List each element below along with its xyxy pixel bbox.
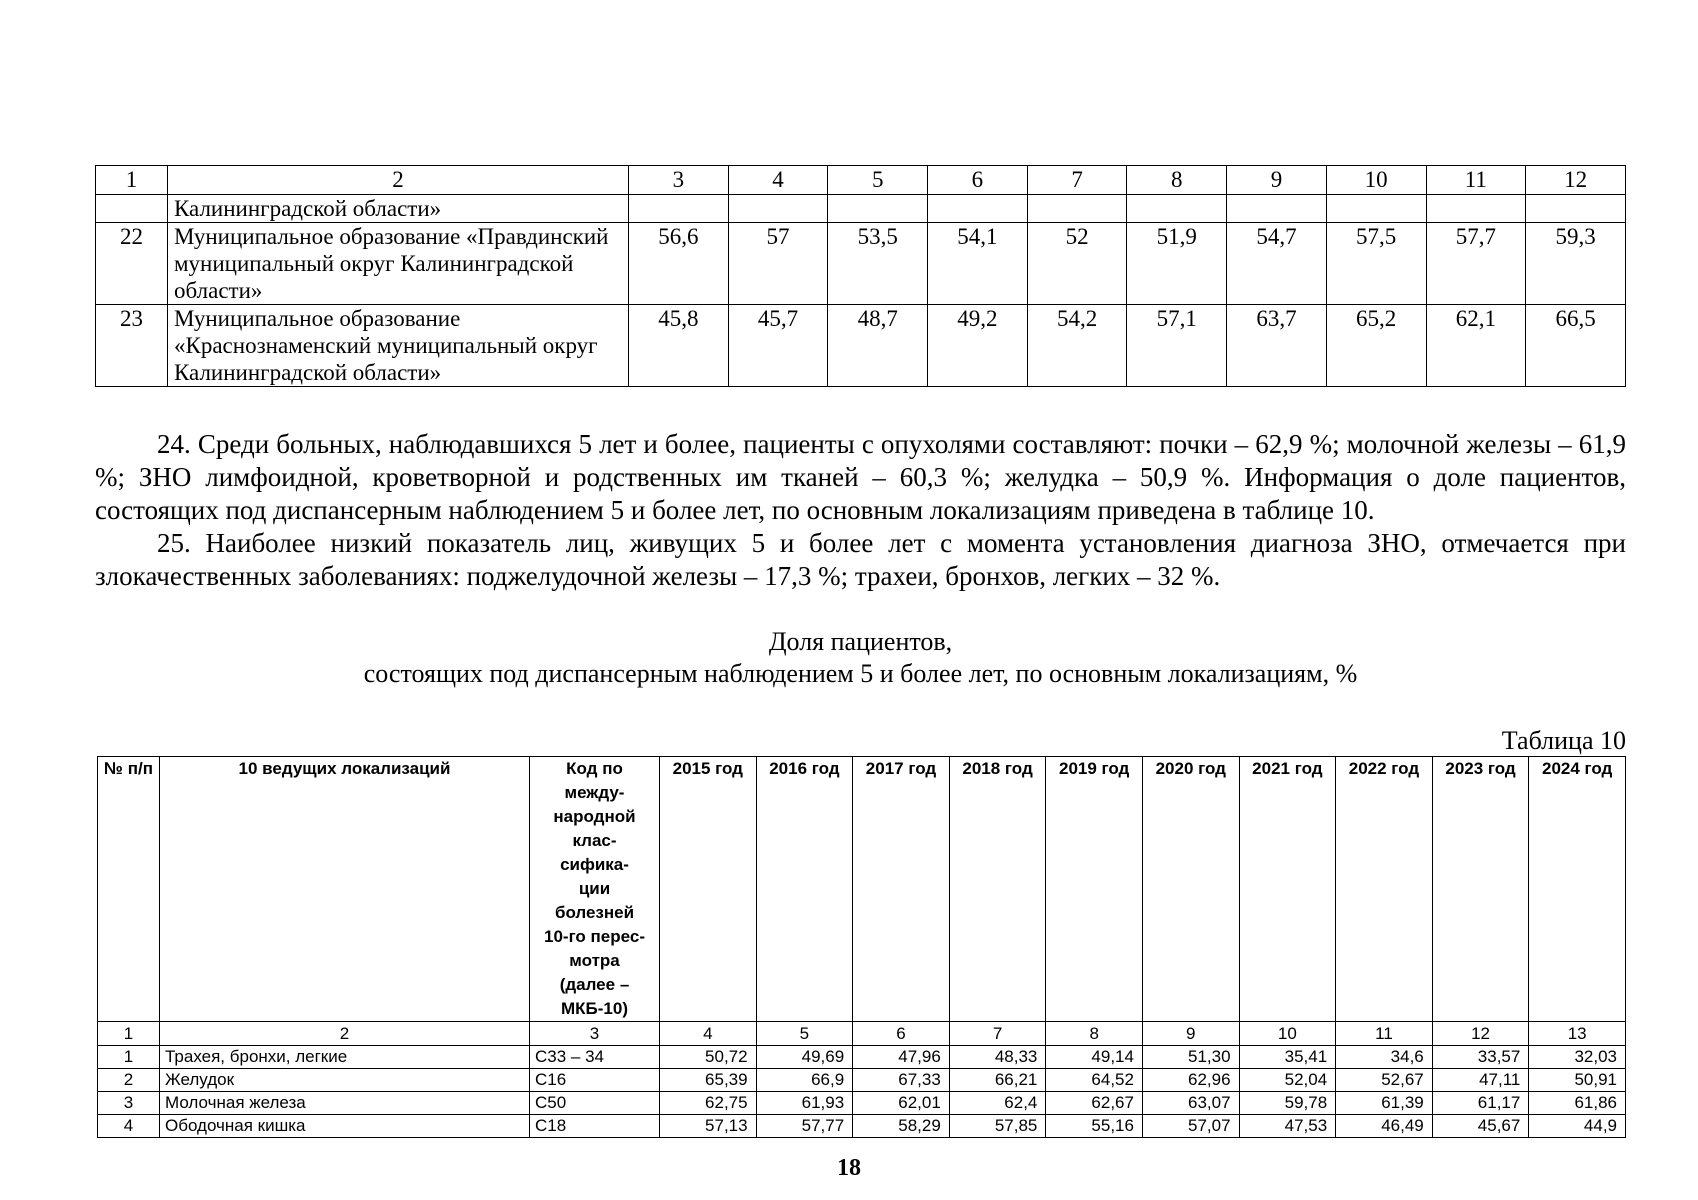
cell-value: 56,6: [629, 223, 729, 305]
cell-value: [828, 195, 928, 223]
table-row: [98, 1046, 1626, 1069]
cell-value: 59,3: [1526, 223, 1626, 305]
cell-value: 50,72: [660, 1046, 757, 1069]
row-number: 4: [98, 1115, 160, 1138]
cell-value: 63,07: [1142, 1092, 1239, 1115]
header-num: № п/п: [98, 757, 160, 1022]
cell-value: 44,9: [1529, 1115, 1626, 1138]
column-number: 8: [1046, 1022, 1143, 1046]
cell-value: 57,1: [1127, 305, 1227, 387]
cell-value: 47,96: [853, 1046, 950, 1069]
header-year: 2016 год: [756, 757, 853, 1022]
row-number: 23: [96, 305, 168, 387]
table-caption-line-2: состоящих под диспансерным наблюдением 5 и более лет, по основным локализациям, %: [363, 659, 1358, 688]
header-year: 2023 год: [1432, 757, 1529, 1022]
table-caption-line-1: Доля пациентов,: [768, 627, 953, 656]
table-row: [96, 305, 1626, 387]
cell-value: 35,41: [1239, 1046, 1336, 1069]
column-number: 10: [1239, 1022, 1336, 1046]
region-name: Муниципальное образование «Краснознаменский муниципальный округ Калининградской области»: [168, 305, 629, 387]
column-number: 9: [1227, 166, 1327, 195]
icd-code: С33 – 34: [530, 1046, 660, 1069]
column-number: 2: [160, 1022, 530, 1046]
cell-value: 65,39: [660, 1069, 757, 1092]
cell-value: [1426, 195, 1526, 223]
cell-value: 48,33: [949, 1046, 1046, 1069]
cell-value: 57,85: [949, 1115, 1046, 1138]
region-name: Калининградской области»: [168, 195, 629, 223]
cell-value: 52,04: [1239, 1069, 1336, 1092]
header-year: 2022 год: [1336, 757, 1433, 1022]
localization-name: Ободочная кишка: [160, 1115, 530, 1138]
column-number: 6: [928, 166, 1028, 195]
header-year: 2020 год: [1142, 757, 1239, 1022]
icd-code: С18: [530, 1115, 660, 1138]
header-year: 2017 год: [853, 757, 950, 1022]
cell-value: [728, 195, 828, 223]
cell-value: 63,7: [1227, 305, 1327, 387]
cell-value: 57,07: [1142, 1115, 1239, 1138]
cell-value: 53,5: [828, 223, 928, 305]
column-number: 10: [1326, 166, 1426, 195]
cell-value: 58,29: [853, 1115, 950, 1138]
cell-value: 32,03: [1529, 1046, 1626, 1069]
region-name: Муниципальное образование «Правдинский муниципальный округ Калининградской области»: [168, 223, 629, 305]
table-label: Таблица 10: [1501, 726, 1626, 755]
column-number: 7: [1027, 166, 1127, 195]
row-number: 1: [98, 1046, 160, 1069]
column-number: 11: [1336, 1022, 1433, 1046]
table-row: [98, 1069, 1626, 1092]
header-row: [98, 757, 1626, 1022]
page-number: 18: [837, 1155, 861, 1181]
column-number: 1: [96, 166, 168, 195]
localization-name: Молочная железа: [160, 1092, 530, 1115]
column-number: 6: [853, 1022, 950, 1046]
cell-value: 62,1: [1426, 305, 1526, 387]
cell-value: 61,39: [1336, 1092, 1433, 1115]
cell-value: 66,9: [756, 1069, 853, 1092]
cell-value: 61,17: [1432, 1092, 1529, 1115]
cell-value: 47,53: [1239, 1115, 1336, 1138]
column-number: 3: [629, 166, 729, 195]
cell-value: 54,2: [1027, 305, 1127, 387]
cell-value: 47,11: [1432, 1069, 1529, 1092]
cell-value: 54,7: [1227, 223, 1327, 305]
header-year: 2021 год: [1239, 757, 1336, 1022]
cell-value: 34,6: [1336, 1046, 1433, 1069]
cell-value: 48,7: [828, 305, 928, 387]
paragraph-25-text: 25. Наиболее низкий показатель лиц, живущих 5 и более лет с момента установления диагноза ЗНО, отмечается при злокачественных заболеваниях: поджелудочной железы – 17,3 %; трахеи, бронхов, легких – 32 %.: [95, 528, 1626, 591]
cell-value: 67,33: [853, 1069, 950, 1092]
column-number: 2: [168, 166, 629, 195]
cell-value: 57,7: [1426, 223, 1526, 305]
cell-value: 33,57: [1432, 1046, 1529, 1069]
cell-value: 55,16: [1046, 1115, 1143, 1138]
header-year: 2019 год: [1046, 757, 1143, 1022]
cell-value: 65,2: [1326, 305, 1426, 387]
column-number: 5: [828, 166, 928, 195]
cell-value: 57,5: [1326, 223, 1426, 305]
table-row: [96, 195, 1626, 223]
cell-value: [1227, 195, 1327, 223]
cell-value: [1027, 195, 1127, 223]
cell-value: 49,14: [1046, 1046, 1143, 1069]
table-row: [98, 1115, 1626, 1138]
icd-code: С16: [530, 1069, 660, 1092]
cell-value: 57: [728, 223, 828, 305]
cell-value: 52: [1027, 223, 1127, 305]
cell-value: [1326, 195, 1426, 223]
cell-value: [629, 195, 729, 223]
column-number: 3: [530, 1022, 660, 1046]
cell-value: 61,86: [1529, 1092, 1626, 1115]
cell-value: 62,67: [1046, 1092, 1143, 1115]
cell-value: 54,1: [928, 223, 1028, 305]
column-number: 7: [949, 1022, 1046, 1046]
column-numbers-row: [98, 1022, 1626, 1046]
column-number: 9: [1142, 1022, 1239, 1046]
header-name: 10 ведущих локализаций: [160, 757, 530, 1022]
localization-name: Трахея, бронхи, легкие: [160, 1046, 530, 1069]
cell-value: 45,8: [629, 305, 729, 387]
row-number: 22: [96, 223, 168, 305]
column-number: 4: [728, 166, 828, 195]
icd-code: С50: [530, 1092, 660, 1115]
localizations-table: [97, 756, 1626, 1138]
cell-value: 61,93: [756, 1092, 853, 1115]
cell-value: [1127, 195, 1227, 223]
cell-value: 57,77: [756, 1115, 853, 1138]
cell-value: 52,67: [1336, 1069, 1433, 1092]
regions-table: [95, 165, 1626, 387]
cell-value: 49,69: [756, 1046, 853, 1069]
column-number: 1: [98, 1022, 160, 1046]
cell-value: 66,5: [1526, 305, 1626, 387]
paragraph-24: [95, 428, 1626, 527]
cell-value: 59,78: [1239, 1092, 1336, 1115]
cell-value: 50,91: [1529, 1069, 1626, 1092]
header-year: 2024 год: [1529, 757, 1626, 1022]
column-number: 8: [1127, 166, 1227, 195]
cell-value: [928, 195, 1028, 223]
header-code: Код по между- народной клас- сифика- ции болезней 10-го перес- мотра (далее – МКБ-10): [530, 757, 660, 1022]
cell-value: 57,13: [660, 1115, 757, 1138]
cell-value: 62,4: [949, 1092, 1046, 1115]
cell-value: 62,01: [853, 1092, 950, 1115]
cell-value: 64,52: [1046, 1069, 1143, 1092]
header-year: 2015 год: [660, 757, 757, 1022]
column-number: 12: [1432, 1022, 1529, 1046]
column-number: 13: [1529, 1022, 1626, 1046]
cell-value: 51,9: [1127, 223, 1227, 305]
paragraph-25: [95, 527, 1626, 593]
column-number: 4: [660, 1022, 757, 1046]
header-year: 2018 год: [949, 757, 1046, 1022]
cell-value: 62,75: [660, 1092, 757, 1115]
row-number: 3: [98, 1092, 160, 1115]
cell-value: 51,30: [1142, 1046, 1239, 1069]
cell-value: [1526, 195, 1626, 223]
row-number: 2: [98, 1069, 160, 1092]
column-numbers-row: [96, 166, 1626, 195]
paragraph-24-text: 24. Среди больных, наблюдавшихся 5 лет и более, пациенты с опухолями составляют: почки – 62,9 %; молочной железы – 61,9 %; ЗНО лимфоидной, кроветворной и родственных им тканей – 60,3 %; желудка – 50,9 %. Информация о доле пациентов, состоящих под диспансерным наблюдением 5 и более лет, по основным локализациям приведена в таблице 10.: [95, 429, 1626, 525]
cell-value: 62,96: [1142, 1069, 1239, 1092]
cell-value: 45,67: [1432, 1115, 1529, 1138]
localization-name: Желудок: [160, 1069, 530, 1092]
cell-value: 46,49: [1336, 1115, 1433, 1138]
row-number: [96, 195, 168, 223]
table-row: [96, 223, 1626, 305]
cell-value: 49,2: [928, 305, 1028, 387]
column-number: 5: [756, 1022, 853, 1046]
table-row: [98, 1092, 1626, 1115]
column-number: 12: [1526, 166, 1626, 195]
column-number: 11: [1426, 166, 1526, 195]
cell-value: 66,21: [949, 1069, 1046, 1092]
cell-value: 45,7: [728, 305, 828, 387]
